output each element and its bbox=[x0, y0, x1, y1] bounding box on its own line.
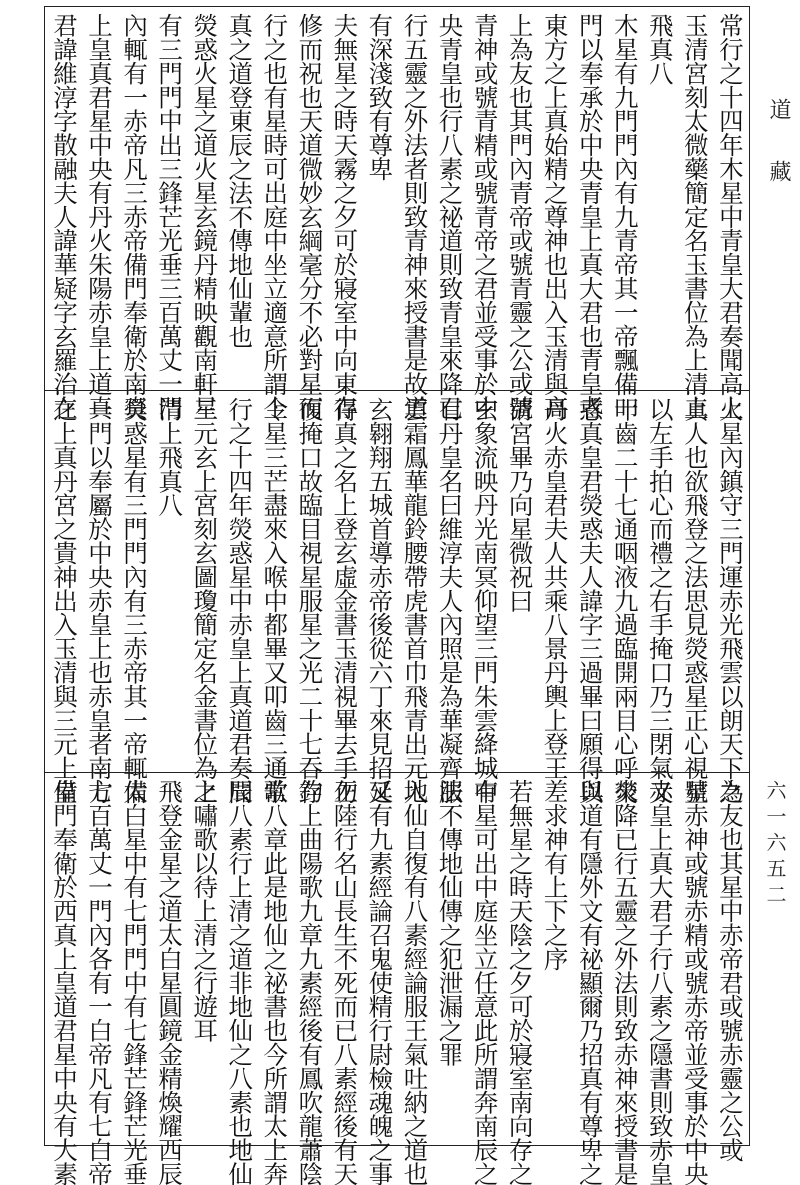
text-column: 行之十四年熒惑星中赤皇上真道君奏聞 bbox=[225, 397, 255, 804]
text-column: 真人也欲飛登之法思見熒惑星正心視星 bbox=[680, 397, 710, 804]
collection-title: 道藏 bbox=[766, 98, 791, 222]
text-column: 來降已行五靈之外法則致赤神來授書是 bbox=[610, 779, 640, 1185]
column-container bbox=[50, 397, 745, 804]
text-column: 三元玄上宮刻玄圖瓊簡定名金書位為上 bbox=[190, 397, 220, 804]
text-column: 若無星之時天陰之夕可於寢室南向存之 bbox=[505, 779, 535, 1185]
text-column: 熒惑火星之道火星玄鏡丹精映觀南軒星 bbox=[190, 13, 220, 420]
text-column: 上皇真君星中央有丹火朱陽赤皇上道真 bbox=[85, 13, 115, 420]
text-column: 清宮畢乃向星微祝曰 bbox=[505, 397, 535, 613]
text-column: 飛登金星之道太白星圓鏡金精煥耀西辰 bbox=[155, 779, 185, 1185]
text-column: 有星可出中庭坐立任意此所謂奔南辰之 bbox=[470, 779, 500, 1185]
text-column: 辰八素行上清之道非地仙之八素也地仙 bbox=[225, 779, 255, 1185]
text-column: 行之也有星時可出庭中坐立適意所謂上 bbox=[260, 13, 290, 420]
text-band-bottom bbox=[45, 772, 749, 1185]
text-column: 丹火赤皇君夫人共乘八景丹輿上登王 bbox=[540, 397, 570, 780]
text-column: 得真之名上登玄虛金書玉清視畢去手勿 bbox=[330, 397, 360, 804]
text-column: 為友也其星中赤帝君或號赤靈之公或 bbox=[715, 779, 745, 1162]
text-column: 差求神有上下之序 bbox=[540, 779, 570, 971]
text-column: 上為友也其門內青帝或號青靈之公或號 bbox=[505, 13, 535, 420]
column-container bbox=[50, 13, 745, 420]
text-column: 火星內鎮守三門運赤光飛雲以朗天下之 bbox=[715, 397, 745, 804]
text-band-middle bbox=[45, 390, 749, 804]
page-frame bbox=[44, 6, 750, 1185]
page-number: 六一六五二 bbox=[763, 780, 787, 910]
text-column: 飛真八 bbox=[645, 13, 675, 85]
text-column: 門以奉承於中央青皇上真大君也青皇者 bbox=[575, 13, 605, 420]
text-column: 復掩口故臨目視星服星之光二十七吞存 bbox=[295, 397, 325, 804]
text-column: 玄翱翔五城首導赤帝後從六丁來見招延 bbox=[365, 397, 395, 804]
text-column: 之嘯歌以待上清之行遊耳 bbox=[190, 779, 220, 1042]
text-column: 號赤神或號赤精或號赤帝並受事於中央 bbox=[680, 779, 710, 1185]
text-column: 君諱維淳字散融夫人諱華疑字玄羅治在 bbox=[50, 13, 79, 420]
text-column: 雲霜鳳華龍鈴腰帶虎書首巾飛青出元入 bbox=[400, 397, 430, 804]
text-column: 歌八章此是地仙之祕書也今所謂太上奔 bbox=[260, 779, 290, 1185]
text-column: 真之道登東辰之法不傳地仙輩也 bbox=[225, 13, 255, 348]
text-column: 夫無星之時天霧之夕可於寢室中向東存 bbox=[330, 13, 360, 420]
text-column: 有深淺致有尊卑 bbox=[365, 13, 395, 181]
text-column: 央青皇也行八素之祕道則致青皇來降已 bbox=[435, 13, 465, 420]
text-column: 正陸行名山長生不死而已八素經後有天 bbox=[330, 779, 360, 1185]
text-column: 常行之十四年木星中青皇大君奏聞高上 bbox=[715, 13, 745, 420]
text-column: 東方之上真始精之尊神也出入玉清與高 bbox=[540, 13, 570, 420]
text-column: 釣上曲陽歌九章九素經後有鳳吹龍蕭陰 bbox=[295, 779, 325, 1185]
text-column: 清上飛真八 bbox=[155, 397, 185, 517]
text-column: 有丹皇名曰維淳夫人內照是為華凝齊服 bbox=[435, 397, 465, 804]
text-column: 有三門門中出三鋒芒光垂三百萬丈一門 bbox=[155, 13, 185, 420]
text-column: 熒惑星有三門門內有三赤帝其一帝輒備 bbox=[120, 397, 150, 804]
text-column: 玉清宮刻太微藥簡定名玉書位為上清上 bbox=[680, 13, 710, 420]
text-column: 法不傳地仙傳之犯泄漏之罪 bbox=[435, 779, 465, 1066]
text-column: 木星有九門門內有九青帝其一帝飄備一 bbox=[610, 13, 640, 420]
column-container bbox=[50, 779, 745, 1185]
text-column: 赤皇上真大君子行八素之隱書則致赤皇 bbox=[645, 779, 675, 1185]
text-column: 之上真丹宮之貴神出入玉清與三元上皇 bbox=[50, 397, 79, 804]
text-column: 惑真皇君熒惑夫人諱字三過畢曰願得與 bbox=[575, 397, 605, 804]
text-column: 太白星中有七門門中有七鋒芒鋒芒光垂 bbox=[120, 779, 150, 1185]
text-column: 以道有隱外文有祕顯爾乃招真有尊卑之 bbox=[575, 779, 605, 1185]
text-column: 青神或號青精或號青帝之君並受事於中 bbox=[470, 13, 500, 420]
text-column: 以左手拍心而禮之右手掩口乃三閉氣又 bbox=[645, 397, 675, 804]
text-column: 行五靈之外法者則致青神來授書是故道 bbox=[400, 13, 430, 420]
text-column: 修而祝也天道微妙玄綱毫分不必對星而 bbox=[295, 13, 325, 420]
text-column: 備門奉衛於西真上皇道君星中央有大素 bbox=[50, 779, 79, 1185]
text-column: 七百萬丈一門內各有一白帝凡有七白帝 bbox=[85, 779, 115, 1185]
text-band-top bbox=[45, 7, 749, 420]
text-column: 又有九素經論召鬼使精行尉檢魂魄之事 bbox=[365, 779, 395, 1185]
text-column: 地仙自復有八素經論服王氣吐納之道也 bbox=[400, 779, 430, 1185]
text-column: 一門以奉屬於中央赤皇上也赤皇者南方 bbox=[85, 397, 115, 804]
text-column: 玄象流映丹光南冥仰望三門朱雲絳城中 bbox=[470, 397, 500, 804]
text-column: 令星三芒盡來入喉中都畢又叩齒三通常 bbox=[260, 397, 290, 804]
text-column: 內輒有一赤帝凡三赤帝備門奉衛於南真 bbox=[120, 13, 150, 420]
text-column: 叩齒二十七通咽液九過臨開兩目心呼熒 bbox=[610, 397, 640, 804]
